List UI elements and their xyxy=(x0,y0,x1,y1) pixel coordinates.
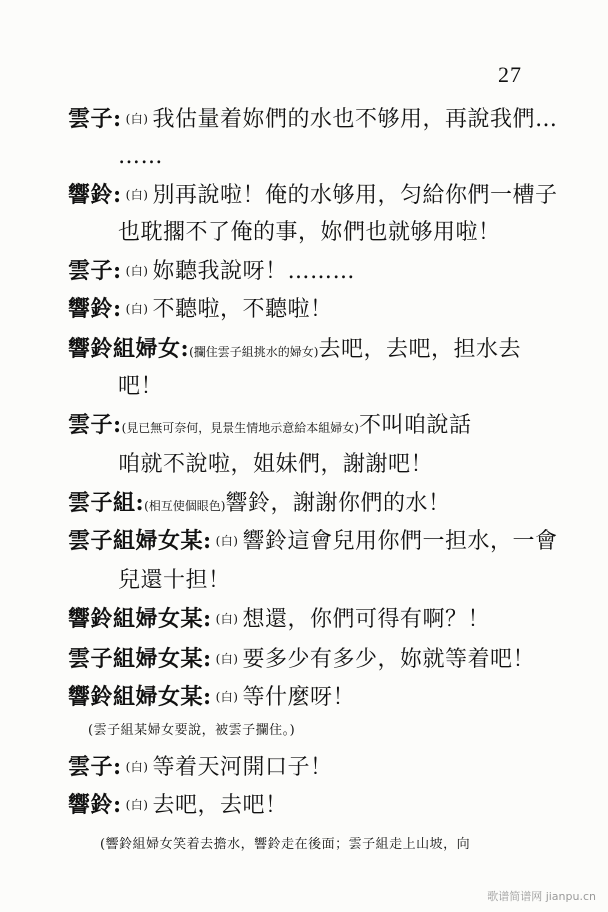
dialogue-text: 響鈴，謝謝你們的水！ xyxy=(225,491,451,516)
speaker: 雲子: xyxy=(68,412,122,438)
dialogue-text: 別再說啦！俺的水够用，匀給你們一槽子 xyxy=(152,183,558,208)
dialogue-continuation xyxy=(118,372,163,402)
dialogue-line xyxy=(68,488,451,521)
delivery-tag: (白) xyxy=(215,534,239,548)
speaker: 雲子: xyxy=(68,258,122,284)
speaker: 響鈴: xyxy=(68,792,122,818)
page-number: 27 xyxy=(498,62,522,87)
dialogue-line xyxy=(68,410,472,443)
delivery-tag: (白) xyxy=(215,612,239,626)
dialogue-text: 想還，你們可得有啊？！ xyxy=(242,607,491,632)
dialogue-line xyxy=(68,526,558,557)
dialogue-line xyxy=(68,294,333,325)
stage-direction xyxy=(88,716,295,746)
speaker: 響鈴組婦女某: xyxy=(68,684,212,710)
stage-direction-text: (雲子組某婦女要說，被雲子攔住。) xyxy=(88,723,296,738)
stage-direction-text: (響鈴組婦女笑着去擔水，響鈴走在後面；雲子組走上山坡，向 xyxy=(100,837,471,852)
stage-note: (攔住雲子組挑水的婦女) xyxy=(189,345,319,359)
dialogue-text: 妳聽我說呀！……… xyxy=(152,259,356,284)
dialogue-text: 兒還十担！ xyxy=(118,568,231,593)
speaker: 雲子組婦女某: xyxy=(68,528,212,554)
speaker: 響鈴組婦女: xyxy=(68,336,190,362)
dialogue-text: 咱就不說啦，姐妹們，謝謝吧！ xyxy=(118,452,434,477)
dialogue-text: 等什麼呀！ xyxy=(242,685,356,710)
delivery-tag: (白) xyxy=(125,798,149,812)
delivery-tag: (白) xyxy=(215,652,239,666)
delivery-tag: (白) xyxy=(125,264,149,278)
speaker: 響鈴: xyxy=(68,182,122,208)
dialogue-line xyxy=(68,256,355,287)
dialogue-continuation xyxy=(118,450,433,480)
delivery-tag: (白) xyxy=(215,690,239,704)
dialogue-line xyxy=(68,682,355,713)
dialogue-line xyxy=(68,790,288,821)
dialogue-text: 也耽擱不了俺的事，妳們也就够用啦！ xyxy=(118,220,501,245)
dialogue-text: 去吧，去吧！ xyxy=(152,793,288,818)
delivery-tag: (白) xyxy=(125,188,149,202)
dialogue-text: 去吧，去吧，担水去 xyxy=(318,337,522,362)
dialogue-continuation xyxy=(118,142,163,172)
delivery-tag: (白) xyxy=(125,302,149,316)
dialogue-continuation xyxy=(118,218,501,248)
dialogue-text: …… xyxy=(118,144,163,169)
delivery-tag: (白) xyxy=(125,760,149,774)
speaker: 雲子組: xyxy=(68,490,145,516)
watermark: 歌谱简谱网 jianpu.cn xyxy=(487,890,596,903)
dialogue-line xyxy=(68,644,535,675)
speaker: 雲子組婦女某: xyxy=(68,646,212,672)
speaker: 響鈴組婦女某: xyxy=(68,606,212,632)
speaker: 響鈴: xyxy=(68,296,122,322)
dialogue-text: 吧！ xyxy=(118,374,164,399)
dialogue-text: 不叫咱說話 xyxy=(359,413,472,438)
dialogue-line xyxy=(68,604,490,635)
dialogue-line xyxy=(68,752,333,783)
speaker: 雲子: xyxy=(68,754,122,780)
stage-direction xyxy=(100,830,470,860)
dialogue-text: 響鈴這會兒用你們一担水，一會 xyxy=(242,529,558,554)
dialogue-text: 不聽啦，不聽啦！ xyxy=(152,297,333,322)
dialogue-text: 我估量着妳們的水也不够用，再說我們… xyxy=(152,107,558,132)
dialogue-line xyxy=(68,104,558,135)
dialogue-continuation xyxy=(118,566,231,596)
stage-note: (見已無可奈何，見景生情地示意給本組婦女) xyxy=(121,421,359,435)
delivery-tag: (白) xyxy=(125,112,149,126)
dialogue-line xyxy=(68,334,521,367)
dialogue-text: 要多少有多少，妳就等着吧！ xyxy=(242,647,536,672)
speaker: 雲子: xyxy=(68,106,122,132)
stage-note: (相互使個眼色) xyxy=(144,499,226,513)
dialogue-line xyxy=(68,180,558,211)
dialogue-text: 等着天河開口子！ xyxy=(152,755,333,780)
